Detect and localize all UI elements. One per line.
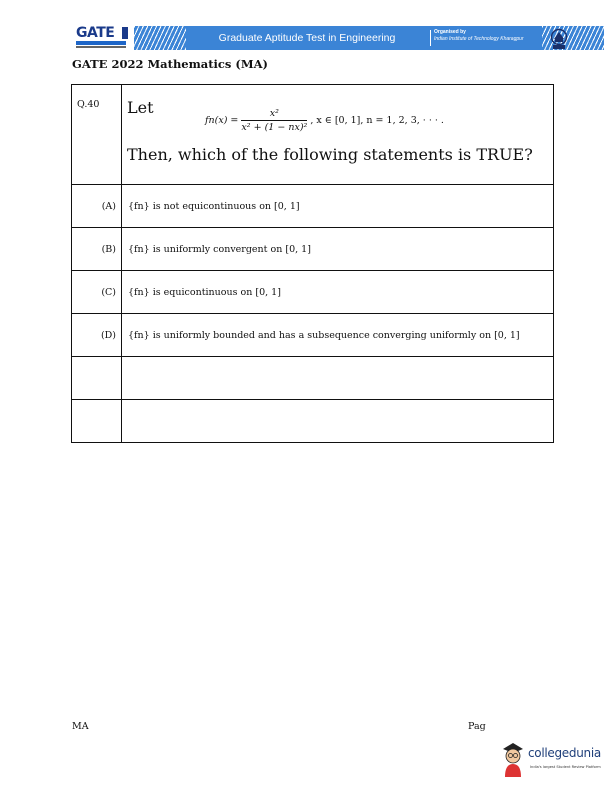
paper-title: GATE 2022 Mathematics (MA) — [72, 57, 268, 71]
organiser-name: Indian Institute of Technology Kharagpur — [434, 36, 524, 42]
option-text: {fn} is equicontinuous on [0, 1] — [122, 271, 554, 314]
option-row — [72, 314, 554, 357]
gate-logo — [74, 24, 130, 54]
formula-fraction — [241, 108, 307, 133]
option-text: {fn} is not equicontinuous on [0, 1] — [122, 185, 554, 228]
option-label: (A) — [72, 185, 122, 228]
organised-by-label: Organised by — [434, 29, 466, 35]
footer-page-label: Pag — [468, 721, 486, 732]
gate-logo-subtext — [76, 46, 126, 48]
option-text: {fn} is uniformly convergent on [0, 1] — [122, 228, 554, 271]
question-number: Q.40 — [72, 85, 122, 185]
formula-domain: , x ∈ [0, 1], n = 1, 2, 3, · · · . — [310, 115, 444, 126]
option-label: (B) — [72, 228, 122, 271]
empty-row — [72, 357, 554, 400]
gate-logo-mark — [122, 27, 128, 39]
banner-hatch-left — [134, 26, 186, 50]
empty-cell — [122, 400, 554, 443]
option-label: (D) — [72, 314, 122, 357]
gate-logo-strip — [76, 41, 126, 45]
option-label: (C) — [72, 271, 122, 314]
empty-cell — [122, 357, 554, 400]
exam-header — [74, 24, 544, 54]
collegedunia-brand: collegedunia — [528, 746, 601, 760]
empty-row — [72, 400, 554, 443]
banner-divider — [430, 30, 431, 46]
organiser-block — [434, 29, 542, 43]
header-banner — [134, 26, 604, 50]
gate-logo-text: GATE — [76, 25, 115, 41]
banner-title: Graduate Aptitude Test in Engineering — [218, 32, 396, 44]
collegedunia-tagline: India's largest Student Review Platform — [530, 765, 601, 769]
formula-numerator: x² — [241, 108, 307, 121]
student-mascot-icon — [500, 740, 526, 778]
iit-kharagpur-emblem-icon — [550, 28, 568, 50]
footer-subject-code: MA — [72, 721, 89, 732]
option-row — [72, 271, 554, 314]
question-content — [71, 84, 554, 170]
empty-cell — [72, 357, 122, 400]
option-row — [72, 185, 554, 228]
question-formula — [205, 108, 444, 133]
formula-lhs: fn(x) = — [205, 115, 239, 126]
option-row — [72, 228, 554, 271]
collegedunia-logo — [500, 740, 610, 780]
question-stem: Then, which of the following statements is TRUE? — [127, 145, 533, 164]
option-text: {fn} is uniformly bounded and has a subsequence converging uniformly on [0, 1] — [122, 314, 554, 357]
formula-denominator: x² + (1 − nx)² — [241, 122, 308, 133]
empty-cell — [72, 400, 122, 443]
question-lead: Let — [127, 98, 154, 117]
